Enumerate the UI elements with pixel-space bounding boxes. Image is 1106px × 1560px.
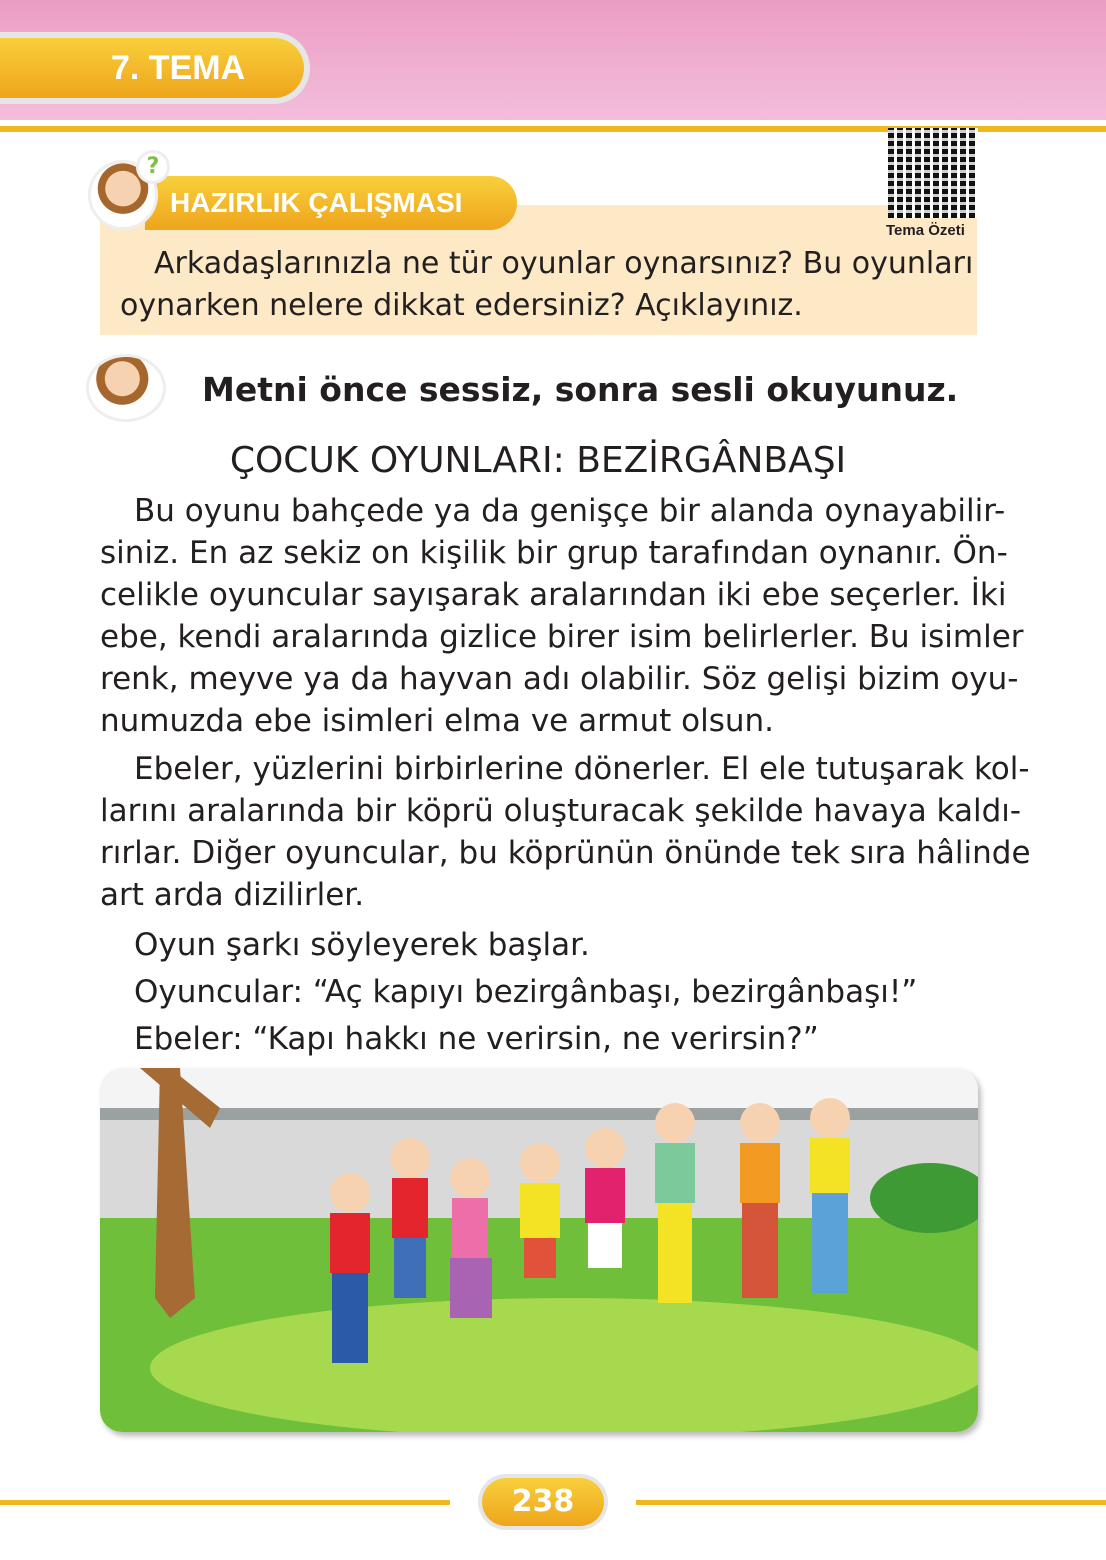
- text-line: Ebeler, yüzlerini birbirlerine dönerler. El ele tutuşarak kol-: [134, 751, 1030, 787]
- qr-code[interactable]: [888, 128, 978, 218]
- prep-badge: HAZIRLIK ÇALIŞMASI: [145, 176, 517, 230]
- text-line: rırlar. Diğer oyuncular, bu köprünün önünde tek sıra hâlinde: [100, 835, 1031, 871]
- children-playing-illustration: [100, 1068, 978, 1432]
- text-line: art arda dizilirler.: [100, 877, 365, 913]
- story-text: [100, 490, 1031, 1063]
- reading-instruction: Metni önce sessiz, sonra sesli okuyunuz.: [202, 370, 959, 409]
- theme-badge: [0, 32, 310, 104]
- footer-line-left: [0, 1500, 450, 1505]
- prep-line: Arkadaşlarınızla ne tür oyunlar oynarsınız? Bu oyunları: [154, 246, 974, 281]
- paragraph-1: [100, 490, 1024, 742]
- text-line: ebe, kendi aralarında gizlice birer isim belirlerler. Bu isimler: [100, 619, 1024, 655]
- prep-question: [120, 243, 974, 327]
- story-title: ÇOCUK OYUNLARI: BEZİRGÂNBAŞI: [229, 440, 847, 481]
- theme-label: 7. TEMA: [0, 38, 304, 98]
- text-line: Bu oyunu bahçede ya da genişçe bir alanda oynayabilir-: [134, 493, 1006, 529]
- question-bubble-icon: ?: [136, 150, 170, 184]
- prep-line: oynarken nelere dikkat edersiniz? Açıklayınız.: [120, 288, 803, 323]
- dialogue-line: Ebeler: “Kapı hakkı ne verirsin, ne verirsin?”: [134, 1021, 819, 1057]
- text-line: numuzda ebe isimleri elma ve armut olsun.: [100, 703, 775, 739]
- paragraph-2: [100, 748, 1031, 916]
- qr-label: Tema Özeti: [886, 222, 965, 239]
- page-number: 238: [482, 1478, 604, 1526]
- girl-reading-avatar-icon: [86, 354, 166, 422]
- text-line: larını aralarında bir köprü oluşturacak şekilde havaya kaldı-: [100, 793, 1022, 829]
- text-line: renk, meyve ya da hayvan adı olabilir. Söz gelişi bizim oyu-: [100, 661, 1019, 697]
- dialogue-line: Oyun şarkı söyleyerek başlar.: [134, 927, 590, 963]
- text-line: celikle oyuncular sayışarak aralarından iki ebe seçerler. İki: [100, 577, 1007, 613]
- dialogue-line: Oyuncular: “Aç kapıyı bezirgânbaşı, bezirgânbaşı!”: [134, 974, 918, 1010]
- page-number-badge: [478, 1474, 608, 1530]
- footer-line-right: [636, 1500, 1106, 1505]
- text-line: siniz. En az sekiz on kişilik bir grup tarafından oynanır. Ön-: [100, 535, 1008, 571]
